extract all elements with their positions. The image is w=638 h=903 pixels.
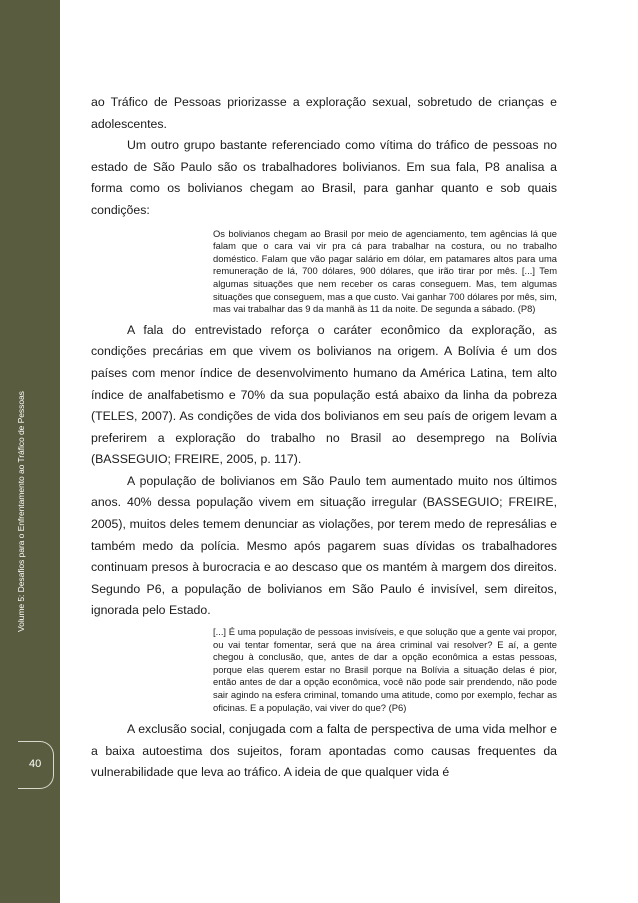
paragraph-3: A fala do entrevistado reforça o caráter econômico da exploração, as condições precárias em que vivem os bolivianos na origem. A Bolívia é um dos países com menor índice de desenvolvimento humano da América Latina, tem alto índice de analfabetismo e 70% da sua população está abaixo da linha da pobreza (TELES, 2007). As condições de vida dos bolivianos em seu país de origem levam a preferirem a exploração do trabalho no Brasil ao desemprego na Bolívia (BASSEGUIO; FREIRE, 2005, p. 117). <box>91 322 557 467</box>
block-quote-2: [...] É uma população de pessoas invisíveis, e que solução que a gente vai propor, ou vai tentar fomentar, será que na área criminal vai resolver? E aí, a gente chegou à conclusão, que, antes de dar a opção econômica a estas pessoas, porque elas querem estar no Brasil porque na Bolívia a situação delas é pior, então antes de dar a opção econômica, você não pode sair prendendo, não pode sair agindo na esfera criminal, tomando uma atitude, como por exemplo, fechar as oficinas. E a população, vai viver do que? (P6) <box>213 626 557 713</box>
page-number: 40 <box>29 758 42 770</box>
paragraph-2: Um outro grupo bastante referenciado como vítima do tráfico de pessoas no estado de São Paulo são os trabalhadores bolivianos. Em sua fala, P8 analisa a forma como os bolivianos chegam ao Brasil, para ganhar quanto e sob quais condições: <box>91 138 557 217</box>
running-title: Volume 5: Desafios para o Enfrentamento ao Tráfico de Pessoas <box>16 391 26 632</box>
block-quote-1: Os bolivianos chegam ao Brasil por meio de agenciamento, tem agências lá que falam que o cara vai vir pra cá para trabalhar na costura, ou no trabalho doméstico. Falam que vão pagar salário em dólar, em patamares altos para uma remuneração de lá, 700 dólares, 900 dólares, que irão tirar por mês. [...] Tem algumas situações que nem receber os caras conseguem. Mas, tem algumas situações que conseguem, mas a que custo. Vai ganhar 700 dólares por mês, sim, mas vai trabalhar das 9 da manhã às 11 da noite. De segunda a sábado. (P8) <box>213 227 557 315</box>
page-body <box>91 92 557 784</box>
paragraph-5: A exclusão social, conjugada com a falta de perspectiva de uma vida melhor e a baixa autoestima dos sujeitos, foram apontadas como causas frequentes da vulnerabilidade que leva ao tráfico. A ideia de que qualquer vida é <box>91 722 557 780</box>
paragraph-4: A população de bolivianos em São Paulo tem aumentado muito nos últimos anos. 40% dessa população vivem em situação irregular (BASSEGUIO; FREIRE, 2005), muitos deles temem denunciar as violações, por terem medo de represálias e também medo da polícia. Mesmo após pagarem suas dívidas os trabalhadores continuam presos à burocracia e ao descaso que os mantém à margem dos direitos. Segundo P6, a população de bolivianos em São Paulo é invisível, sem direitos, ignorada pelo Estado. <box>91 473 557 618</box>
paragraph-1: ao Tráfico de Pessoas priorizasse a exploração sexual, sobretudo de crianças e adolescentes. <box>91 95 557 131</box>
